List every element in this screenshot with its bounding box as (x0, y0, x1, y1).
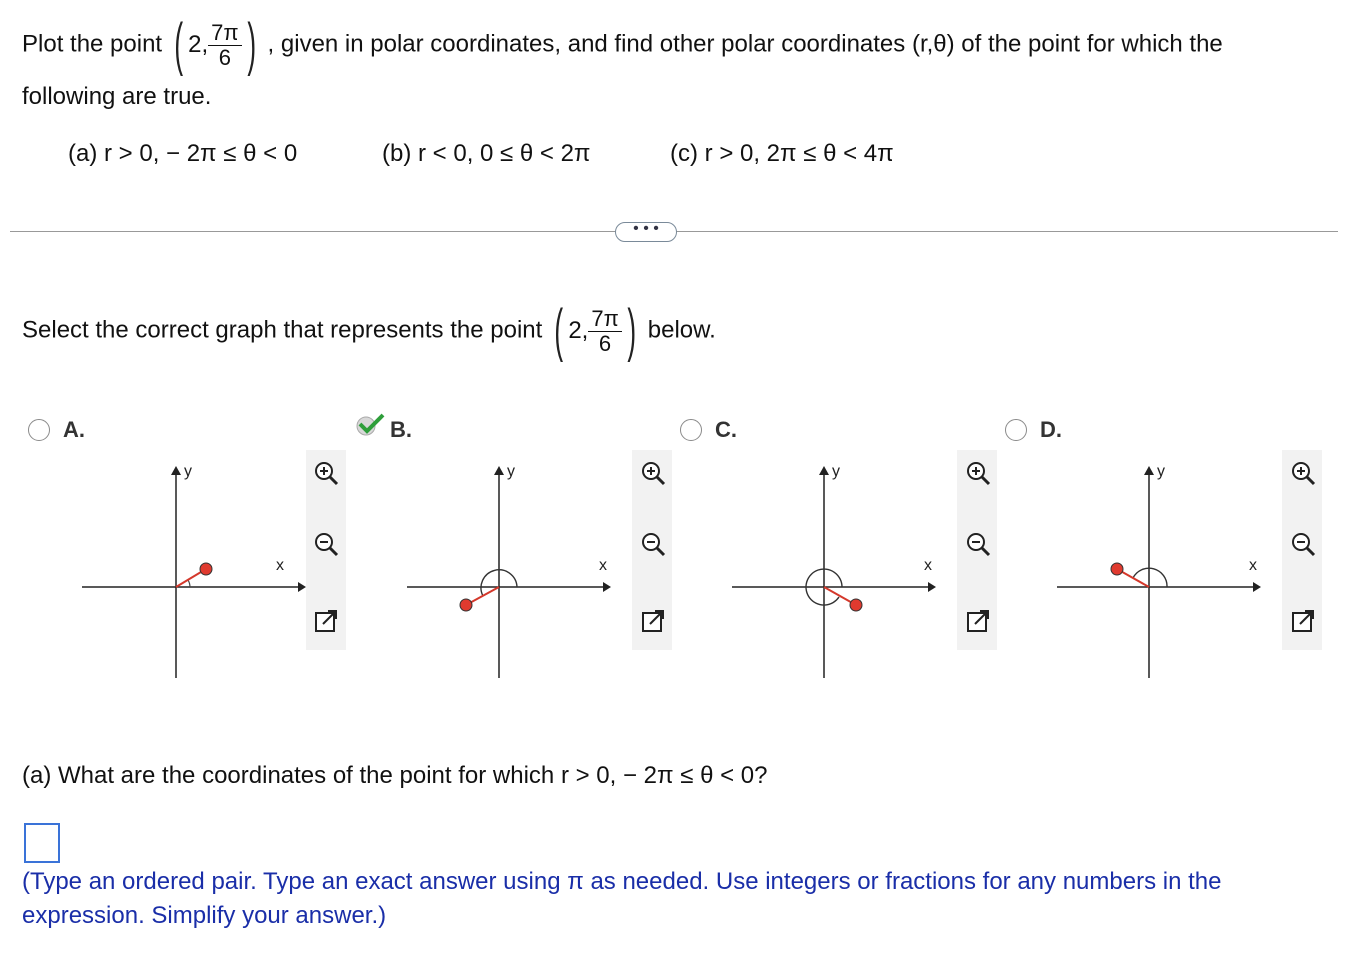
zoom-in-icon[interactable] (640, 460, 666, 486)
x-axis-label: x (924, 557, 932, 574)
x-axis-arrow (298, 582, 306, 592)
point-theta-fraction: $\frac{7\pi}{6}$ (208, 21, 241, 70)
select-prompt-suffix: below. (647, 316, 716, 344)
condition-c: (c) r > 0, 2π ≤ θ < 4π (670, 140, 894, 167)
plotted-point (850, 599, 862, 611)
y-axis-arrow (1144, 466, 1154, 475)
popout-icon[interactable] (1290, 608, 1316, 634)
expand-button[interactable]: • • • (615, 222, 677, 242)
popout-icon[interactable] (313, 608, 339, 634)
plotted-point (460, 599, 472, 611)
condition-a: (a) r > 0, − 2π ≤ θ < 0 (68, 140, 298, 167)
angle-arc (188, 580, 190, 587)
option-a-label: A. (63, 417, 85, 442)
option-c-graph[interactable] (720, 450, 975, 680)
option-d-radio[interactable] (1005, 419, 1027, 441)
x-axis-label: x (599, 557, 607, 574)
intro-prefix: Plot the point (22, 30, 163, 58)
y-axis-label: y (832, 463, 840, 480)
x-axis-arrow (928, 582, 936, 592)
option-d-graph[interactable] (1045, 450, 1300, 680)
condition-b: (b) r < 0, 0 ≤ θ < 2π (382, 140, 591, 167)
zoom-out-icon[interactable] (313, 531, 339, 557)
zoom-in-icon[interactable] (965, 460, 991, 486)
option-b-label: B. (390, 417, 412, 442)
angle-arc (1133, 568, 1167, 587)
plotted-point (1111, 563, 1123, 575)
option-b-graph[interactable] (395, 450, 650, 680)
select-prompt (22, 298, 716, 363)
y-axis-label: y (507, 463, 515, 480)
x-axis-label: x (1249, 557, 1257, 574)
plotted-point (200, 563, 212, 575)
y-axis-label: y (184, 463, 192, 480)
option-c-label: C. (715, 417, 737, 442)
option-d-label: D. (1040, 417, 1062, 442)
intro-line2: following are true. (22, 83, 212, 110)
x-axis-label: x (276, 557, 284, 574)
answer-instructions: (Type an ordered pair. Type an exact answer using π as needed. Use integers or fractions for any numbers in the expression. Simplify your answer.) (22, 868, 1222, 929)
part-a-question: (a) What are the coordinates of the point for which r > 0, − 2π ≤ θ < 0? (22, 762, 768, 789)
problem-statement (22, 12, 1352, 77)
select-point-theta-fraction: $\frac{7\pi}{6}$ (588, 307, 621, 356)
zoom-in-icon[interactable] (1290, 460, 1316, 486)
popout-icon[interactable] (965, 608, 991, 634)
select-prompt-prefix: Select the correct graph that represents the point (22, 316, 543, 344)
zoom-in-icon[interactable] (313, 460, 339, 486)
y-axis-arrow (494, 466, 504, 475)
y-axis-arrow (171, 466, 181, 475)
y-axis-label: y (1157, 463, 1165, 480)
option-a-radio[interactable] (28, 419, 50, 441)
point-expression: ( 2, $\frac{7\pi}{6}$ ) (174, 12, 256, 77)
option-c-radio[interactable] (680, 419, 702, 441)
x-axis-arrow (603, 582, 611, 592)
popout-icon[interactable] (640, 608, 666, 634)
intro-suffix: , given in polar coordinates, and find other polar coordinates (r,θ) of the point for which the (267, 30, 1223, 58)
zoom-out-icon[interactable] (640, 531, 666, 557)
x-axis-arrow (1253, 582, 1261, 592)
select-point-expression: ( 2, $\frac{7\pi}{6}$ ) (554, 298, 636, 363)
y-axis-arrow (819, 466, 829, 475)
zoom-out-icon[interactable] (965, 531, 991, 557)
option-a-graph[interactable] (70, 450, 325, 680)
select-point-r: 2, (568, 317, 589, 344)
point-r: 2, (188, 31, 209, 58)
zoom-out-icon[interactable] (1290, 531, 1316, 557)
answer-input[interactable] (24, 823, 60, 863)
